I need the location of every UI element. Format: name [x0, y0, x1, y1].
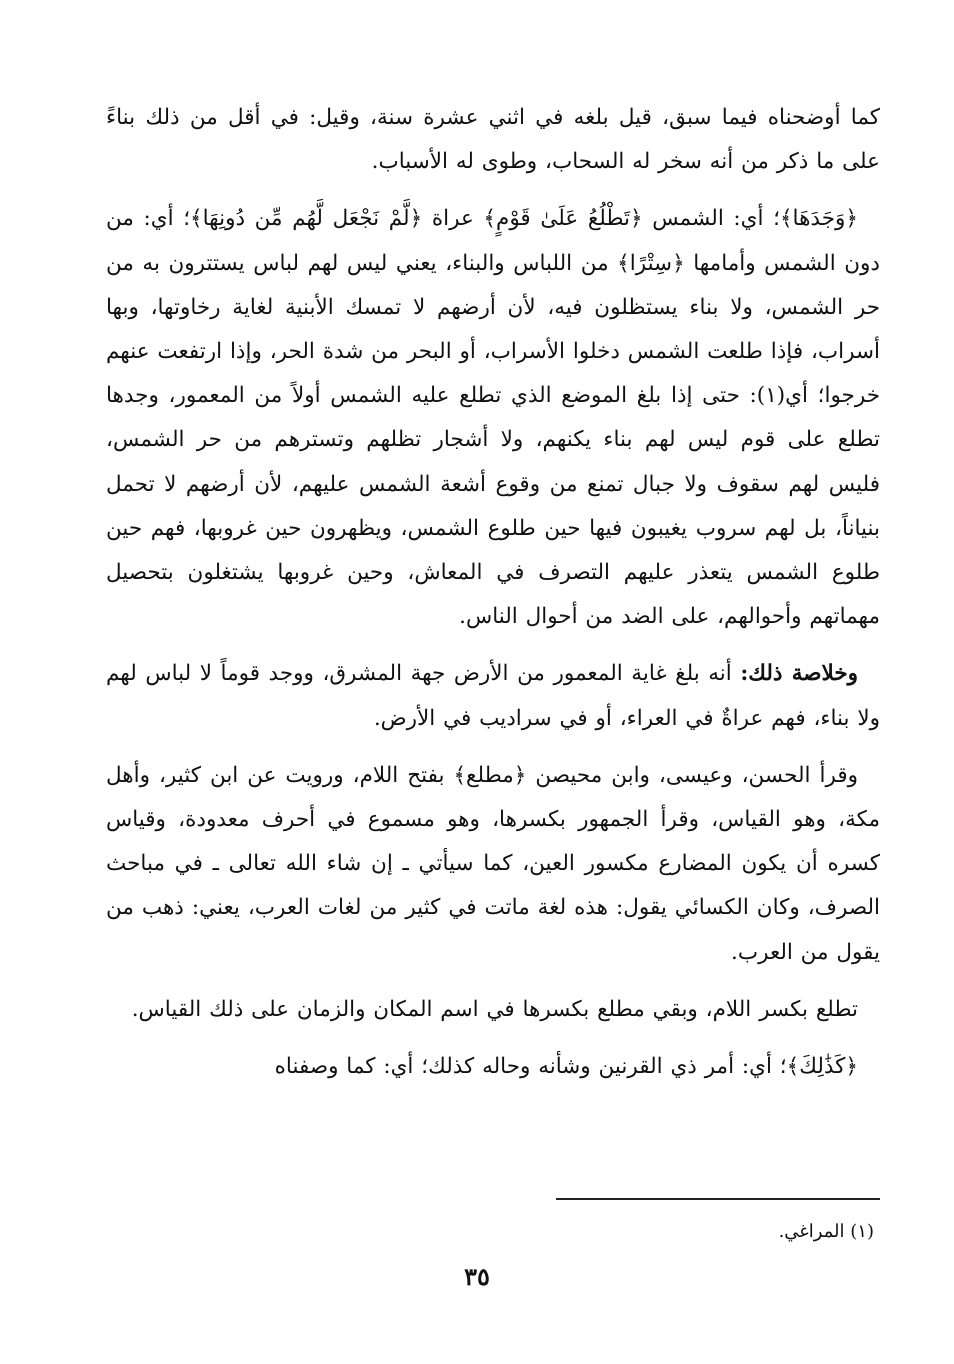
- paragraph-5: تطلع بكسر اللام، وبقي مطلع بكسرها في اسم المكان والزمان على ذلك القياس.: [131, 996, 858, 1022]
- summary-label: وخلاصة ذلك:: [740, 661, 859, 687]
- footnote-separator: [556, 1198, 880, 1200]
- paragraph-1: كما أوضحناه فيما سبق، قيل بلغه في اثني عشرة سنة، وقيل: في أقل من ذلك بناءً على ما ذكر من أنه سخر له السحاب، وطوى له الأسباب.: [106, 105, 880, 175]
- summary-text: أنه بلغ غاية المعمور من الأرض جهة المشرق، ووجد قوماً لا لباس لهم ولا بناء، فهم عراةٌ في العراء، أو في سراديب في الأرض.: [106, 661, 880, 731]
- paragraph-2: ﴿وَجَدَهَا﴾؛ أي: الشمس ﴿تَطْلُعُ عَلَىٰ قَوْمٍ﴾ عراة ﴿لَّمْ نَجْعَل لَّهُم مِّن دُونِهَا﴾؛ أي: من دون الشمس وأمامها ﴿سِتْرًا﴾ من اللباس والبناء، يعني ليس لهم لباس يستترون به من حر الشمس، ولا بناء يستظلون فيه، لأن أرضهم لا تمسك الأبنية لغاية رخاوتها، وبها أسراب، فإذا طلعت الشمس دخلوا الأسراب، أو البحر من شدة الحر، وإذا ارتفعت عنهم خرجوا؛ أي(١): حتى إذا بلغ الموضع الذي تطلع عليه الشمس أولاً من المعمور، وجدها تطلع على قوم ليس لهم بناء يكنهم، ولا أشجار تظلهم وتسترهم من حر الشمس، فليس لهم سقوف ولا جبال تمنع من وقوع أشعة الشمس عليهم، لأن أرضهم لا تحمل بنياناً، بل لهم سروب يغيبون فيها حين طلوع الشمس، ويظهرون حين غروبها، فهم حين طلوع الشمس يتعذر عليهم التصرف في المعاش، وحين غروبها يشتغلون بتحصيل مهماتهم وأحوالهم، على الضد من أحوال الناس.: [106, 206, 880, 630]
- paragraph-6: ﴿كَذَٰلِكَ﴾؛ أي: أمر ذي القرنين وشأنه وحاله كذلك؛ أي: كما وصفناه: [274, 1054, 858, 1080]
- paragraph-3: [106, 652, 880, 740]
- page-number: ٣٥: [464, 1262, 490, 1291]
- main-text: [106, 96, 880, 1102]
- paragraph-4: وقرأ الحسن، وعيسى، وابن محيصن ﴿مطلع﴾ بفتح اللام، ورويت عن ابن كثير، وأهل مكة، وهو القياس، وقرأ الجمهور بكسرها، وهو مسموع في أحرف معدودة، وقياس كسره أن يكون المضارع مكسور العين، كما سيأتي ـ إن شاء الله تعالى ـ في مباحث الصرف، وكان الكسائي يقول: هذه لغة ماتت في كثير من لغات العرب، يعني: ذهب من يقول من العرب.: [106, 762, 880, 965]
- footnote: (١) المراغي.: [778, 1221, 874, 1242]
